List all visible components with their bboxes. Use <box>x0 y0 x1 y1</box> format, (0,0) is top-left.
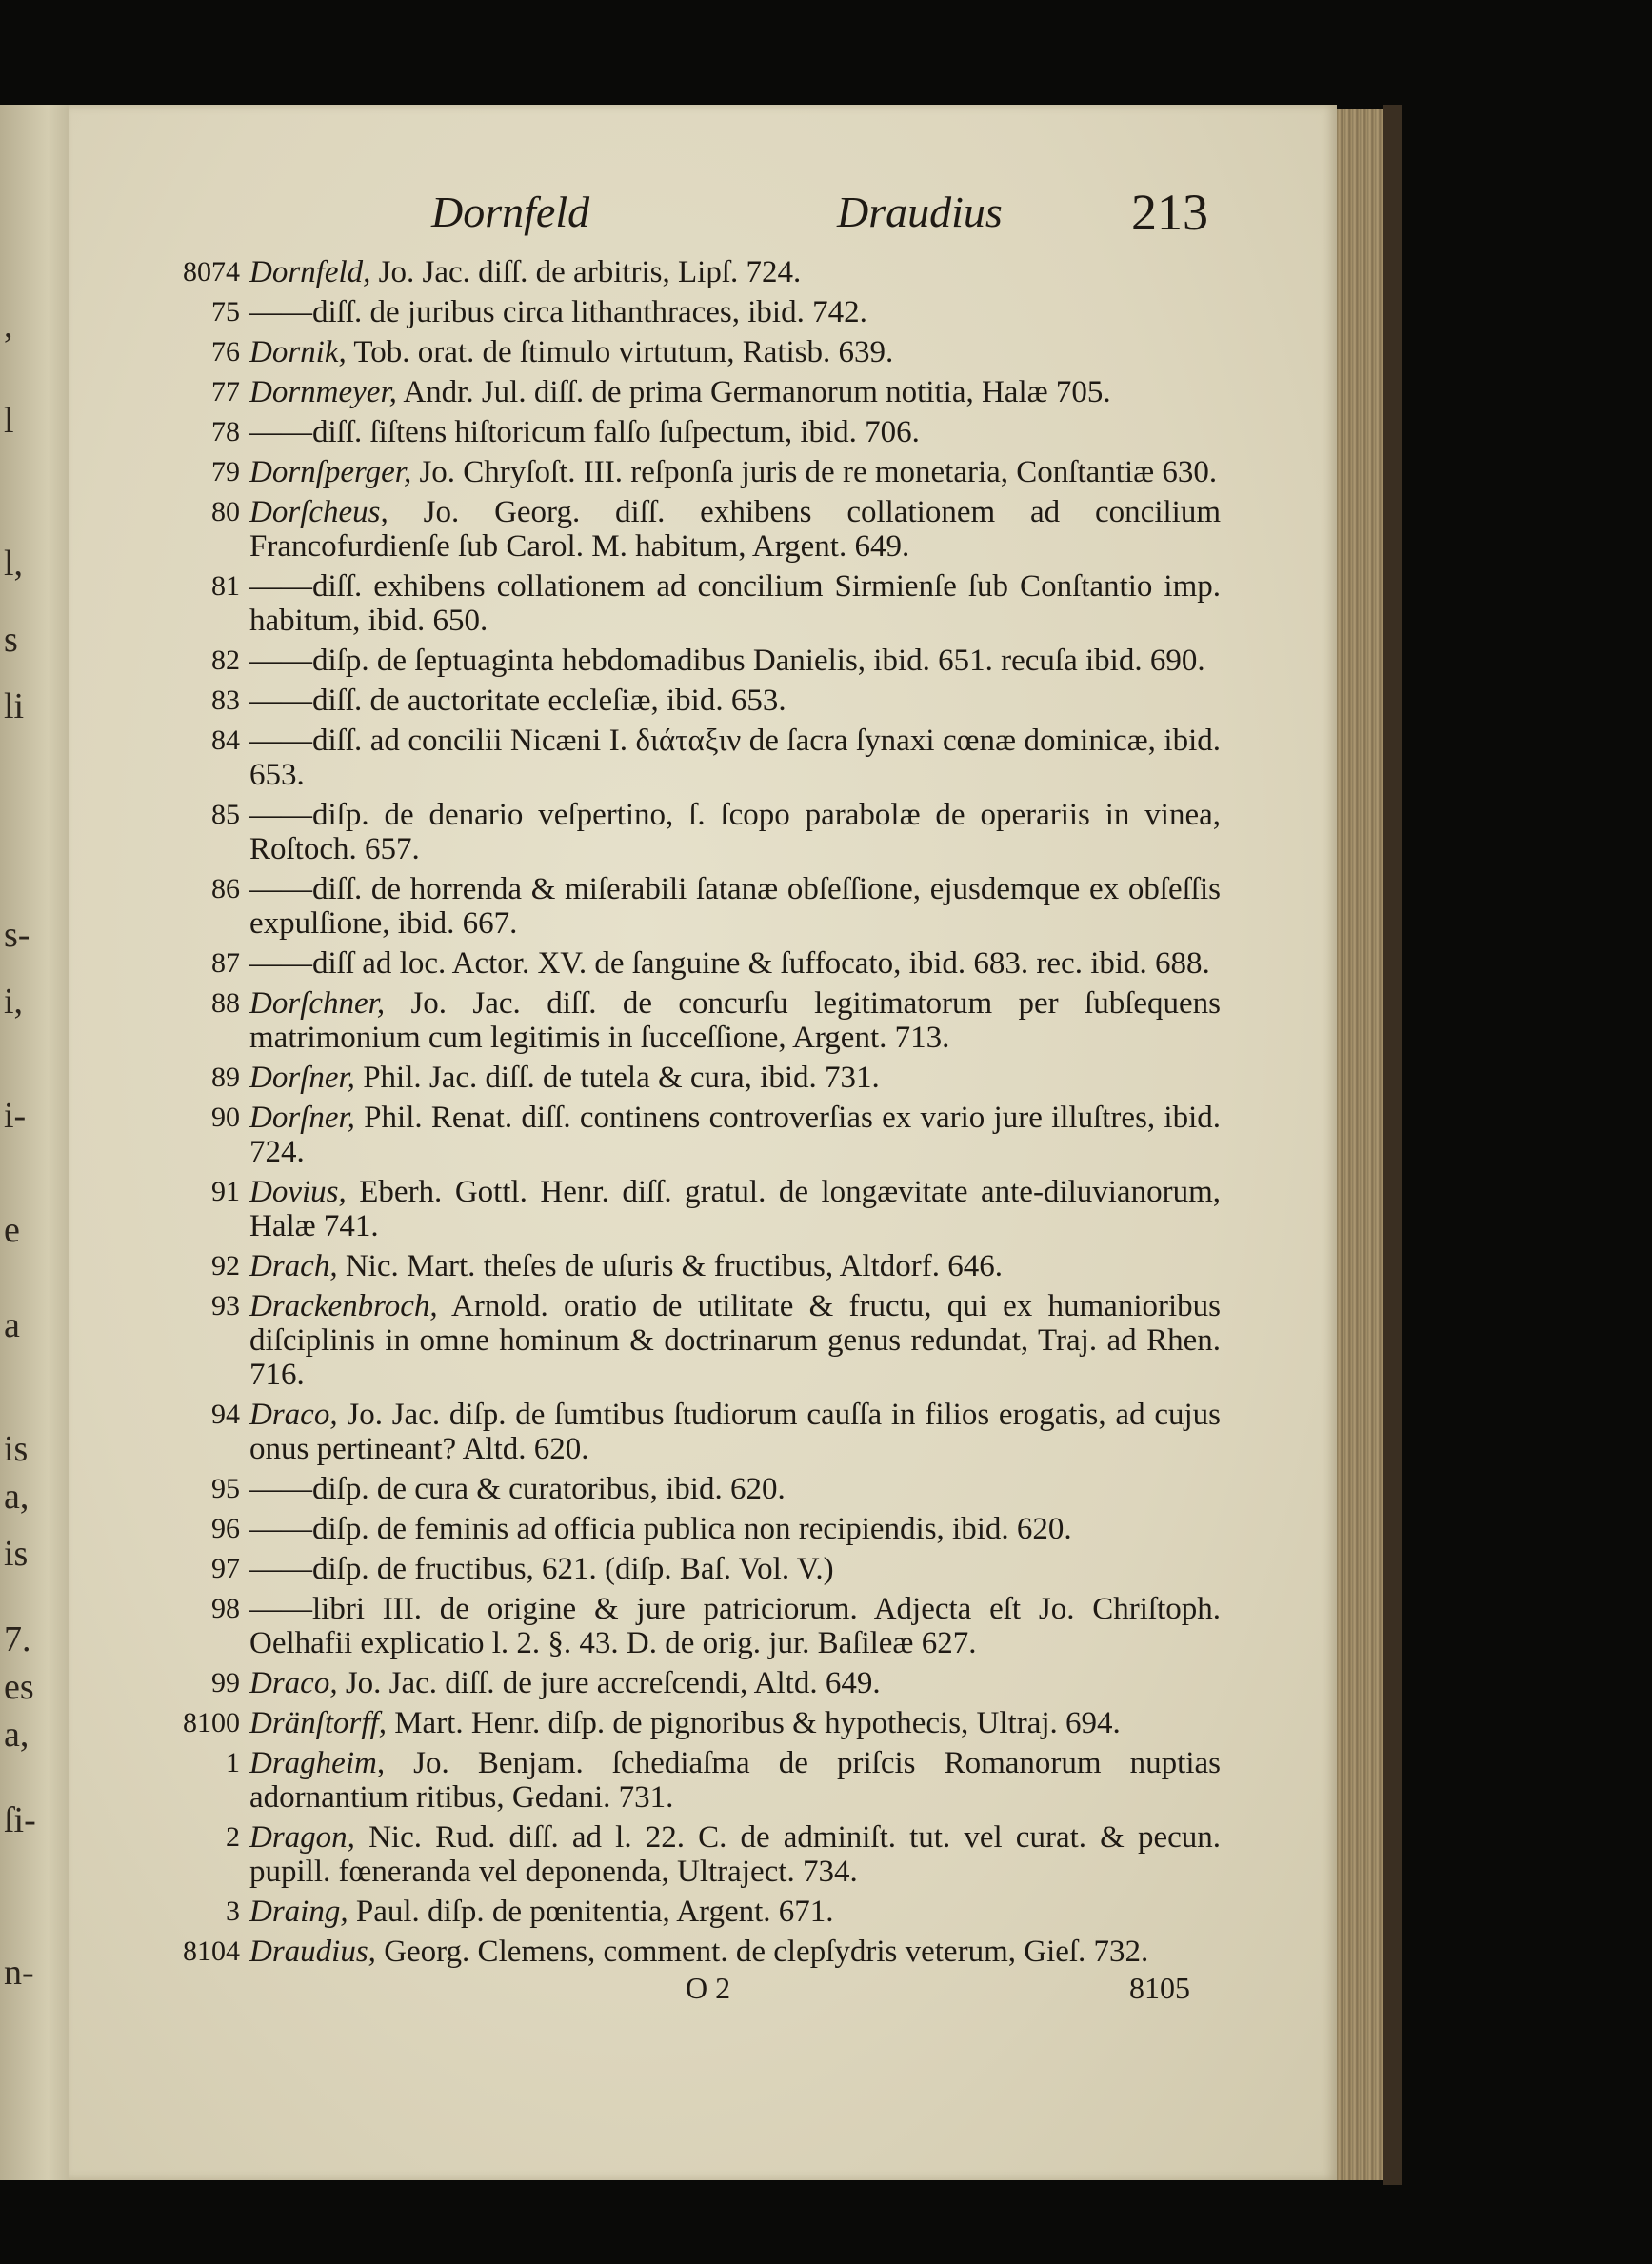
facing-page-fragment: l <box>4 401 14 441</box>
book-cover-edge <box>1383 105 1402 2185</box>
bibliography-entry <box>164 684 1221 718</box>
entry-text: Jo. Jac. diſſ. de jure accreſcendi, Altd. 649. <box>337 1666 881 1700</box>
facing-page-fragment: e <box>4 1210 20 1250</box>
bibliography-entry <box>164 1666 1221 1700</box>
entry-number: 83 <box>211 685 240 716</box>
facing-page-edge <box>0 105 69 2180</box>
entry-number: 93 <box>211 1290 240 1321</box>
entry-number: 78 <box>211 416 240 447</box>
entry-text: ——diſp. de denario veſpertino, ſ. ſcopo parabolæ de operariis in vinea, Roſtoch. 657. <box>249 798 1221 866</box>
entry-text: Phil. Jac. diſſ. de tutela & cura, ibid. 731. <box>354 1061 880 1095</box>
entry-author: Dorſcheus, <box>249 495 388 529</box>
entry-author: Draco, <box>249 1398 338 1432</box>
entry-text: ——diſſ ad loc. Actor. XV. de ſanguine & ſuffocato, ibid. 683. rec. ibid. 688. <box>249 946 1210 981</box>
entry-text: Nic. Rud. diſſ. ad l. 22. C. de adminiſt. tut. vel curat. & pecun. pupill. fœneranda vel deponenda, Ultraject. 734. <box>249 1820 1221 1889</box>
entry-number: 88 <box>211 987 240 1019</box>
facing-page-fragment: a, <box>4 1715 30 1755</box>
bibliography-entry <box>164 335 1221 369</box>
entry-text: ——diſſ. ad concilii Nicæni I. διάταξιν de ſacra ſynaxi cœnæ dominicæ, ibid. 653. <box>249 724 1221 792</box>
facing-page-fragment: ſi- <box>4 1800 36 1840</box>
signature-mark: O 2 <box>686 1971 731 2005</box>
facing-page-fragment: i, <box>4 982 24 1022</box>
entry-number: 96 <box>211 1513 240 1544</box>
bibliography-entry <box>164 415 1221 449</box>
facing-page-fragment: a <box>4 1305 20 1345</box>
entry-number: 90 <box>211 1102 240 1133</box>
entry-number: 3 <box>226 1896 240 1927</box>
facing-page-fragment: , <box>4 306 13 346</box>
entry-text: Mart. Henr. diſp. de pignoribus & hypothecis, Ultraj. 694. <box>386 1706 1121 1740</box>
entry-text: Nic. Mart. theſes de uſuris & fructibus, Altdorf. 646. <box>337 1249 1003 1283</box>
bibliography-entry <box>164 872 1221 941</box>
entry-author: Dornfeld, <box>249 255 371 289</box>
entry-number: 80 <box>211 496 240 527</box>
entry-text: Jo. Benjam. ſchediaſma de priſcis Romanorum nuptias adornantium ritibus, Gedani. 731. <box>249 1746 1221 1815</box>
entry-number: 97 <box>211 1553 240 1584</box>
entry-number: 84 <box>211 725 240 756</box>
bibliography-entry <box>164 1472 1221 1506</box>
entry-number: 76 <box>211 336 240 367</box>
bibliography-entry <box>164 1512 1221 1546</box>
entry-text: ——diſſ. de auctoritate eccleſiæ, ibid. 653. <box>249 684 786 718</box>
bibliography-entry <box>164 375 1221 409</box>
entry-text: Andr. Jul. diſſ. de prima Germanorum notitia, Halæ 705. <box>396 375 1111 409</box>
facing-page-fragment: is <box>4 1534 29 1574</box>
bibliography-entry <box>164 1398 1221 1466</box>
facing-page-fragment: l, <box>4 544 24 584</box>
entry-number: 92 <box>211 1250 240 1281</box>
running-head-right: Draudius <box>837 188 1003 236</box>
entry-text: Paul. diſp. de pœnitentia, Argent. 671. <box>348 1895 834 1929</box>
bibliography-entries <box>164 255 1221 1975</box>
facing-page-fragment: is <box>4 1429 29 1469</box>
bibliography-entry <box>164 1895 1221 1929</box>
entry-text: Jo. Chryſoſt. III. reſponſa juris de re monetaria, Conſtantiæ 630. <box>411 455 1218 489</box>
entry-text: ——diſſ. de juribus circa lithanthraces, ibid. 742. <box>249 295 867 329</box>
bibliography-entry <box>164 1101 1221 1169</box>
bibliography-entry <box>164 295 1221 329</box>
entry-author: Dornik, <box>249 335 347 369</box>
entry-author: Draing, <box>249 1895 348 1929</box>
entry-number: 94 <box>211 1399 240 1430</box>
entry-number: 91 <box>211 1176 240 1207</box>
entry-number: 98 <box>211 1593 240 1624</box>
facing-page-fragment: a, <box>4 1477 30 1517</box>
entry-number: 81 <box>211 570 240 602</box>
bibliography-entry <box>164 1935 1221 1969</box>
entry-text: Jo. Jac. diſſ. de concurſu legitimatorum per ſubſequens matrimonium cum legitimis in ſucceſſione, Argent. 713. <box>249 986 1221 1055</box>
facing-page-fragment: n- <box>4 1953 34 1993</box>
entry-author: Dorſchner, <box>249 986 386 1021</box>
page-block-edges <box>1337 109 1383 2180</box>
page-number: 213 <box>1131 184 1208 241</box>
entry-author: Dragheim, <box>249 1746 386 1780</box>
facing-page-fragment: s- <box>4 915 30 955</box>
entry-number: 75 <box>211 296 240 328</box>
bibliography-entry <box>164 569 1221 638</box>
entry-number: 82 <box>211 645 240 676</box>
bibliography-entry <box>164 1706 1221 1740</box>
entry-author: Dovius, <box>249 1175 347 1209</box>
entry-text: Eberh. Gottl. Henr. diſſ. gratul. de longævitate ante-diluvianorum, Halæ 741. <box>249 1175 1221 1243</box>
entry-author: Drach, <box>249 1249 338 1283</box>
bibliography-entry <box>164 986 1221 1055</box>
entry-number: 77 <box>211 376 240 407</box>
entry-author: Dorſner, <box>249 1101 355 1135</box>
entry-author: Dragon, <box>249 1820 355 1855</box>
entry-number: 95 <box>211 1473 240 1504</box>
entry-number: 87 <box>211 947 240 979</box>
entry-author: Draudius, <box>249 1935 376 1969</box>
entry-text: Tob. orat. de ſtimulo virtutum, Ratisb. 639. <box>346 335 894 369</box>
entry-number: 86 <box>211 873 240 904</box>
entry-author: Dorſner, <box>249 1061 355 1095</box>
entry-number: 2 <box>226 1821 240 1853</box>
entry-number: 8100 <box>183 1707 240 1738</box>
entry-text: Arnold. oratio de utilitate & fructu, qui ex humanioribus diſciplinis in omne hominum & doctrinarum genus redundat, Traj. ad Rhen. 716. <box>249 1289 1221 1392</box>
bibliography-entry <box>164 1820 1221 1889</box>
entry-text: Georg. Clemens, comment. de clepſydris veterum, Gieſ. 732. <box>375 1935 1149 1969</box>
entry-author: Draco, <box>249 1666 338 1700</box>
bibliography-entry <box>164 946 1221 981</box>
bibliography-entry <box>164 798 1221 866</box>
page-footer <box>69 1971 1337 2018</box>
entry-number: 8104 <box>183 1936 240 1967</box>
entry-text: ——diſp. de fructibus, 621. (diſp. Baſ. Vol. V.) <box>249 1552 834 1586</box>
bibliography-entry <box>164 1175 1221 1243</box>
catchword: 8105 <box>1129 1971 1190 2005</box>
entry-text: Jo. Jac. diſp. de ſumtibus ſtudiorum cauſſa in filios erogatis, ad cujus onus pertineant? Altd. 620. <box>249 1398 1221 1466</box>
running-head-left: Dornfeld <box>431 188 590 236</box>
entry-number: 89 <box>211 1062 240 1093</box>
bibliography-entry <box>164 1552 1221 1586</box>
bibliography-entry <box>164 1746 1221 1815</box>
facing-page-fragment: i- <box>4 1096 27 1136</box>
entry-text: ——diſp. de feminis ad officia publica non recipiendis, ibid. 620. <box>249 1512 1072 1546</box>
entry-author: Dränſtorff, <box>249 1706 387 1740</box>
entry-author: Dornſperger, <box>249 455 412 489</box>
entry-number: 1 <box>226 1747 240 1778</box>
entry-number: 79 <box>211 456 240 487</box>
entry-text: ——diſp. de cura & curatoribus, ibid. 620. <box>249 1472 786 1506</box>
entry-text: ——diſſ. ſiſtens hiſtoricum falſo ſuſpectum, ibid. 706. <box>249 415 920 449</box>
entry-text: ——libri III. de origine & jure patriciorum. Adjecta eſt Jo. Chriſtoph. Oelhafii explicatio l. 2. §. 43. D. de orig. jur. Baſileæ 627. <box>249 1592 1221 1660</box>
facing-page-fragment: 7. <box>4 1619 31 1659</box>
bibliography-entry <box>164 1592 1221 1660</box>
entry-text: ——diſſ. exhibens collationem ad concilium Sirmienſe ſub Conſtantio imp. habitum, ibid. 650. <box>249 569 1221 638</box>
running-head <box>69 184 1337 253</box>
entry-text: ——diſp. de ſeptuaginta hebdomadibus Danielis, ibid. 651. recuſa ibid. 690. <box>249 644 1205 678</box>
entry-text: Phil. Renat. diſſ. continens controverſias ex vario jure illuſtres, ibid. 724. <box>249 1101 1221 1169</box>
bibliography-entry <box>164 1061 1221 1095</box>
bibliography-entry <box>164 255 1221 289</box>
entry-author: Dornmeyer, <box>249 375 397 409</box>
entry-text: ——diſſ. de horrenda & miſerabili ſatanæ obſeſſione, ejusdemque ex obſeſſis expulſione, ibid. 667. <box>249 872 1221 941</box>
bibliography-entry <box>164 495 1221 564</box>
entry-text: Jo. Georg. diſſ. exhibens collationem ad concilium Francofurdienſe ſub Carol. M. habitum, Argent. 649. <box>249 495 1221 564</box>
entry-number: 85 <box>211 799 240 830</box>
bibliography-entry <box>164 455 1221 489</box>
bibliography-entry <box>164 644 1221 678</box>
entry-number: 99 <box>211 1667 240 1698</box>
entry-text: Jo. Jac. diſſ. de arbitris, Lipſ. 724. <box>370 255 802 289</box>
facing-page-fragment: s <box>4 620 18 660</box>
entry-number: 8074 <box>183 256 240 288</box>
entry-author: Drackenbroch, <box>249 1289 438 1323</box>
bibliography-entry <box>164 1249 1221 1283</box>
bibliography-entry <box>164 724 1221 792</box>
facing-page-fragment: es <box>4 1667 34 1707</box>
facing-page-fragment: li <box>4 686 25 726</box>
bibliography-entry <box>164 1289 1221 1392</box>
